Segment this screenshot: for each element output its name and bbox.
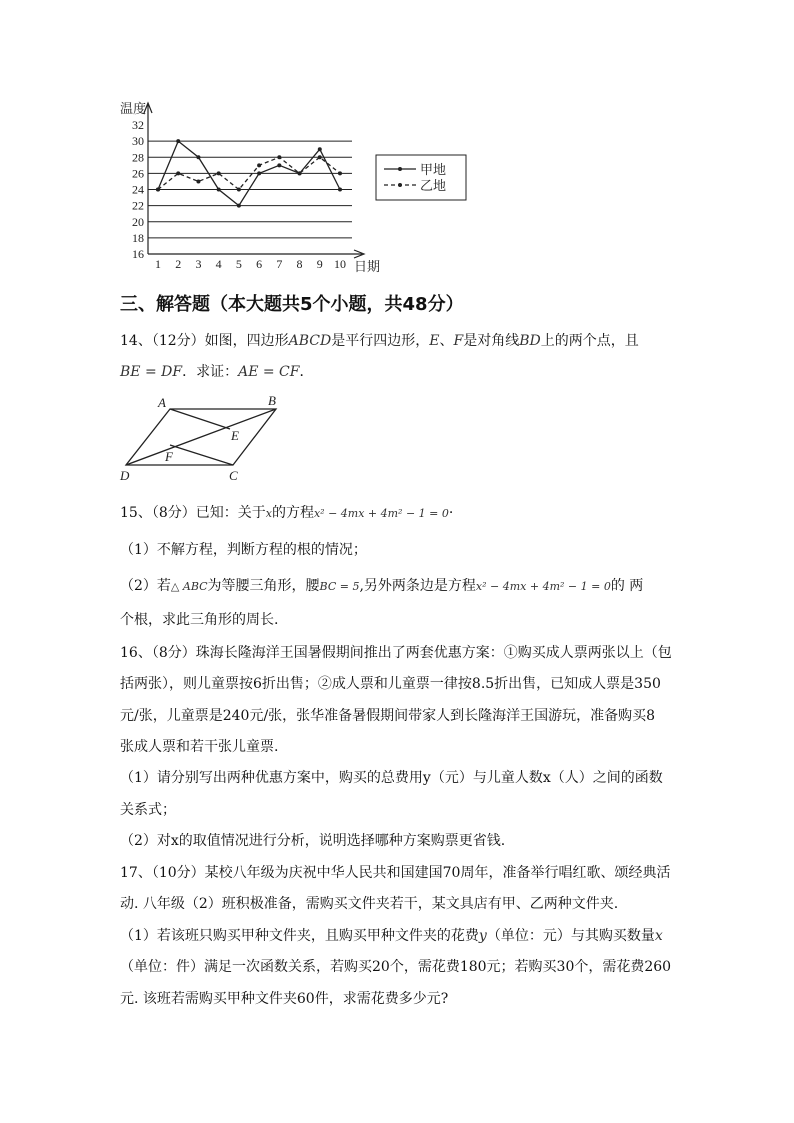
q14-text: ． [299,364,314,380]
x-tick-label: 8 [296,257,303,271]
q17-x: x [654,928,663,944]
x-tick-label: 10 [334,257,346,271]
q14-e: E [429,333,440,349]
q16-line1: 16、（8分）珠海长隆海洋王国暑假期间推出了两套优惠方案：①购买成人票两张以上（包 [120,645,672,661]
data-point [217,171,221,175]
data-point [196,155,200,159]
y-tick-label: 30 [132,134,144,149]
label-e: E [231,428,239,443]
data-point [237,188,241,192]
label-f: F [165,449,173,464]
data-point [156,188,160,192]
q14-be-df: BE = DF [120,364,183,380]
q14-ae-cf: AE = CF [238,364,300,380]
q14-line2 [120,362,313,382]
q14-text: 、 [439,333,454,349]
q16-line4: 张成人票和若干张儿童票. [120,739,279,755]
q15-text: 的 两 [610,578,644,594]
q17-line2: 动. 八年级（2）班积极准备，需购买文件夹若干，某文具店有甲、乙两种文件夹. [120,896,619,912]
data-point [176,171,180,175]
section-title: 三、解答题（本大题共5个小题，共48分） [120,294,464,315]
q15-part2-cont: 个根，求此三角形的周长. [120,612,279,628]
q15-part1: （1）不解方程，判断方程的根的情况； [120,542,367,558]
data-point [318,147,322,151]
x-tick-label: 6 [256,257,263,271]
data-point [338,171,342,175]
q15-text: · [448,505,454,521]
q16-part1-cont: 关系式； [120,802,176,818]
parallelogram-figure [118,392,288,484]
y-tick-label: 32 [132,118,144,132]
q17-text: （单位：元）与其购买数量 [486,928,655,944]
data-point [257,171,261,175]
q14-text: ．求证： [182,364,239,380]
legend-label: 甲地 [420,162,447,177]
q15-text: （2）若 [120,578,171,594]
x-tick-label: 1 [155,257,161,271]
label-a: A [158,395,166,410]
q14-f: F [453,333,464,349]
y-tick-label: 18 [132,230,144,245]
y-axis-label: 温度 [120,101,147,116]
q15-text: ,另外两条边是方程 [359,578,476,594]
x-tick-label: 2 [175,257,182,271]
label-c: C [229,468,238,483]
q17-part1 [120,926,663,946]
q15-part2 [120,576,643,597]
x-tick-label: 3 [195,257,202,271]
x-tick-label: 4 [215,257,222,271]
q16-part2: （2）对x的取值情况进行分析，说明选择哪种方案购票更省钱. [120,833,506,849]
segment-fc [170,445,233,465]
q14-text: 14、（12分）如图，四边形 [120,333,289,349]
y-tick-label: 22 [132,198,144,213]
label-b: B [268,393,276,408]
q15-triangle: △ ABC [170,580,208,593]
q16-line3: 元/张，儿童票是240元/张，张华准备暑假期间带家人到长隆海洋王国游玩，准备购买8 [120,708,656,724]
q14-line1 [120,331,639,351]
q14-abcd: ABCD [288,333,332,349]
q16-part1: （1）请分别写出两种优惠方案中，购买的总费用y（元）与儿童人数x（人）之间的函数 [120,770,663,786]
y-tick-label: 26 [132,166,144,181]
data-point [257,163,261,167]
q15-line1 [120,503,453,524]
data-point [338,188,342,192]
q17-part1-end: 元. 该班若需购买甲种文件夹60件，求需花费多少元? [120,991,449,1007]
q15-text: 为等腰三角形，腰 [207,578,320,594]
y-tick-label: 16 [132,247,144,261]
temperature-line-chart [110,95,447,280]
q17-text: （1）若该班只购买甲种文件夹，且购买甲种文件夹的花费 [120,928,479,944]
x-axis-label: 日期 [354,259,381,274]
legend-label: 乙地 [420,178,447,193]
q15-text: 的方程 [271,505,314,521]
q14-text: 是对角线 [463,333,520,349]
data-point [298,171,302,175]
x-tick-label: 5 [235,257,242,271]
y-tick-label: 24 [132,182,144,197]
data-point [277,155,281,159]
q14-bd: BD [519,333,541,349]
q14-text: 上的两个点，且 [540,333,639,349]
data-point [237,204,241,208]
x-tick-label: 9 [316,257,323,271]
data-point [217,188,221,192]
data-point [196,179,200,183]
q17-part1-cont: （单位：件）满足一次函数关系，若购买20个，需花费180元；若购买30个，需花费260 [120,959,672,975]
q15-equation: x² − 4mx + 4m² − 1 = 0 [313,507,449,520]
q14-text: 是平行四边形， [331,333,430,349]
q15-x: x [265,507,272,520]
q17-line1: 17、（10分）某校八年级为庆祝中华人民共和国建国70周年，准备举行唱红歌、颂经典活 [120,865,671,881]
q15-bc: BC = 5 [319,580,360,593]
data-point [277,163,281,167]
q17-y: y [478,928,487,944]
y-tick-label: 28 [132,150,144,165]
data-point [176,139,180,143]
y-tick-label: 20 [132,214,144,229]
data-point [318,155,322,159]
q15-equation-2: x² − 4mx + 4m² − 1 = 0 [475,580,611,593]
legend-marker [398,183,402,187]
x-tick-label: 7 [276,257,283,271]
label-d: D [120,468,130,483]
q16-line2: 括两张），则儿童票按6折出售；②成人票和儿童票一律按8.5折出售，已知成人票是350 [120,676,661,692]
segment-ae [170,409,230,429]
legend-marker [398,167,402,171]
q15-text: 15、（8分）已知：关于 [120,505,266,521]
